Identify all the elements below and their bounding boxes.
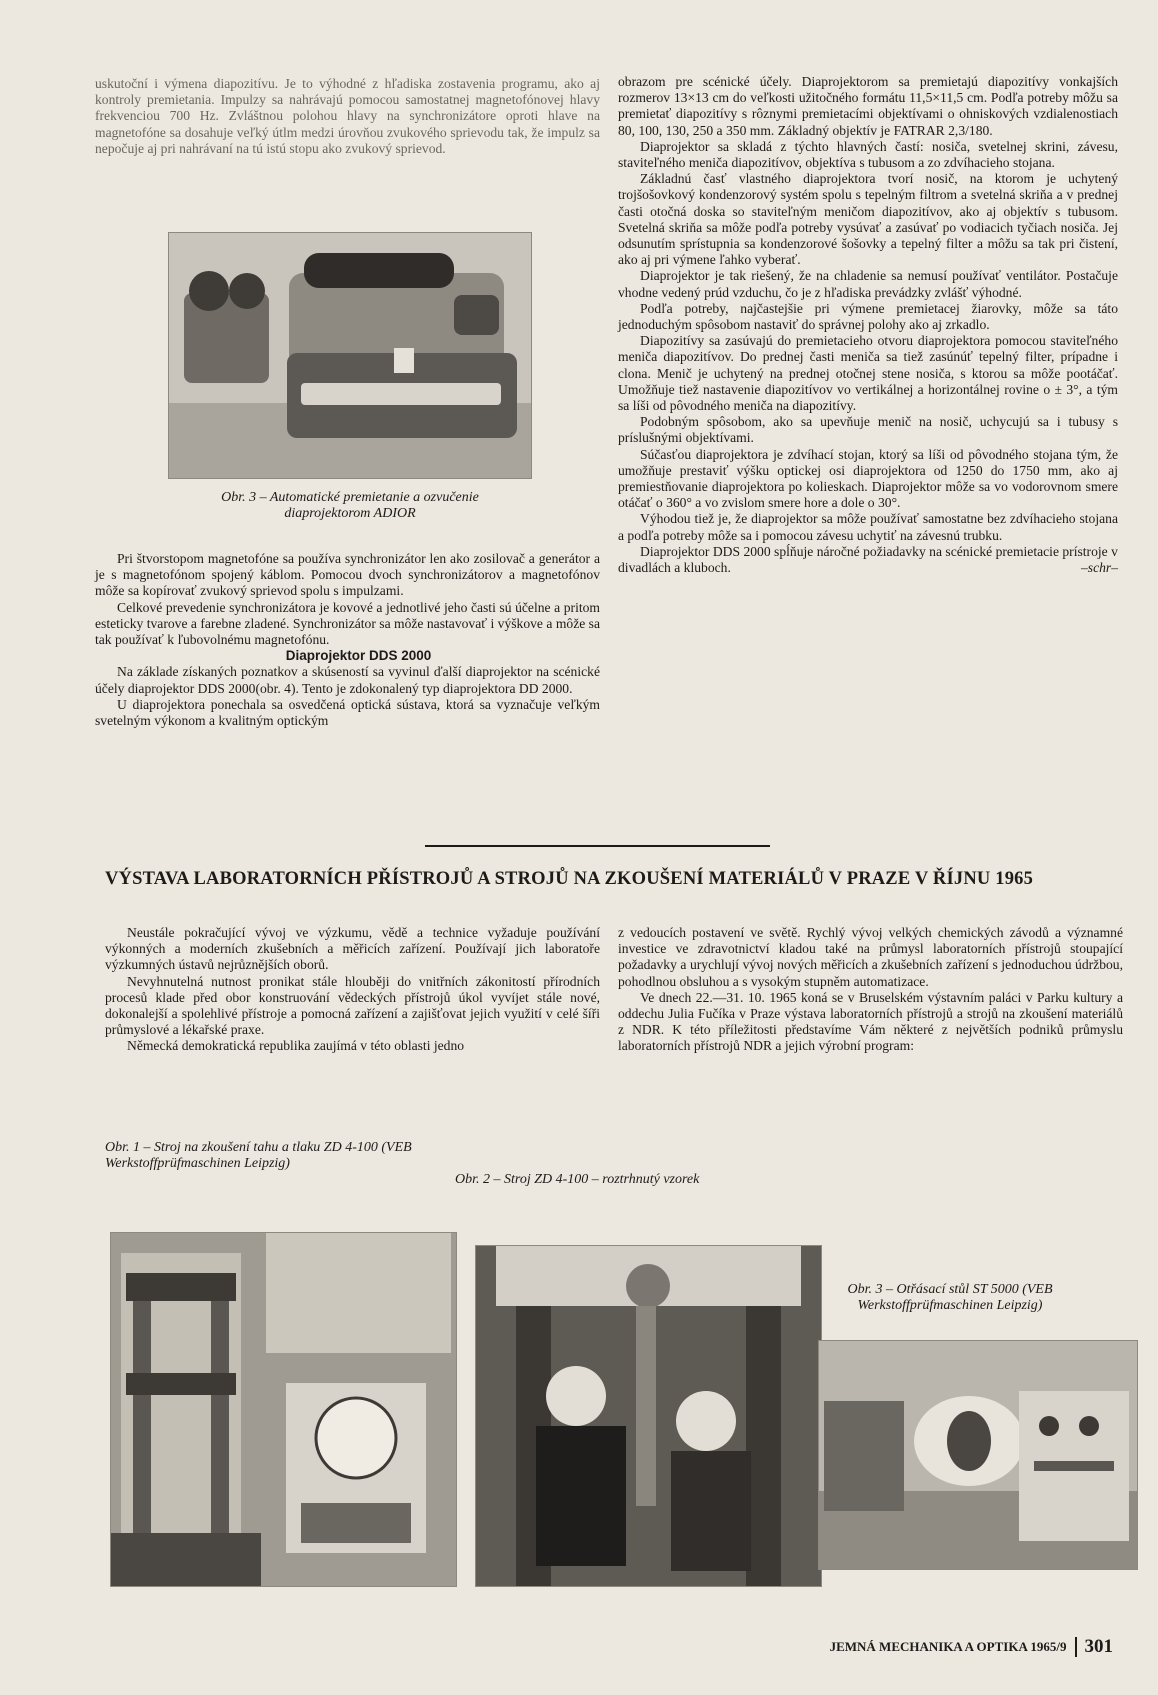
figure-3-caption-upper: Obr. 3 – Automatické premietanie a ozvučenie diaprojektorom ADIOR <box>221 490 479 521</box>
paragraph: Podobným spôsobom, ako sa upevňuje menič na nosič, uchycujú sa i tubusy s príslušnými objektívami. <box>618 414 1118 446</box>
page-footer <box>830 1636 1113 1658</box>
upper-left-column-continued <box>95 551 600 729</box>
paragraph: Diaprojektor je tak riešený, že na chladenie sa nemusí používať ventilátor. Postačuje vhodne vedený prúd vzduchu, čo je z hľadiska prevádzky zvlášť výhodné. <box>618 268 1118 300</box>
paragraph: Základnú časť vlastného diaprojektora tvorí nosič, na ktorom je uchytený trojšošovkový kondenzorový systém spolu s tepelným filtrom a svetelná skriňa a v prednej časti otočná doska so staviteľným meničom diapozitívov, ako aj objektív s tubusom. Svetelná skriňa sa môže podľa potreby vysúvať a zasúvať po vodiacich tyčiach nosiča. Jej odsunutím sprístupnia sa kondenzorové šošovky a tepelný filter a môžu sa tak pri čistení, ako aj pri výmene ľahko vyberať. <box>618 171 1118 268</box>
paragraph: uskutoční i výmena diapozitívu. Je to výhodné z hľadiska zostavenia programu, ako aj kontroly premietania. Impulzy sa nahrávajú pomocou samostatnej magnetofónovej hlavy frekvenciou 700 Hz. Zvláštnou polohou hlavy na synchronizátore oproti hlave na magnetofóne sa dosahuje veľký útlm medzi úrovňou zvukového sprievodu tak, že impulz sa nepočuje aj pri nahrávaní na tú istú stopu ako zvukový sprievod. <box>95 76 600 156</box>
article-headline: VÝSTAVA LABORATORNÍCH PŘÍSTROJŮ A STROJŮ NA ZKOUŠENÍ MATERIÁLŮ V PRAZE V ŘÍJNU 1965 <box>105 869 1034 889</box>
subheading-dds-2000: Diaprojektor DDS 2000 <box>285 648 432 664</box>
paragraph: obrazom pre scénické účely. Diaprojektorom sa premietajú diapozitívy vonkajších rozmerov 13×13 cm do veľkosti užitočného formátu 11,5×11,5 cm. Podľa potreby môžu sa premietať diapozitívy s rôznymi premietacími objektívami o ohniskových vzdialenostiach 80, 100, 130, 250 a 350 mm. Základný objektív je FATRAR 2,3/180. <box>618 74 1118 138</box>
paragraph: Nevyhnutelná nutnost pronikat stále hlouběji do vnitřních zákonitostí přírodních procesů klade před obor konstruování vědeckých přístrojů úkol vyvíjet stále nové, dokonalejší a spolehlivé přístroje a pomocná zařízení a zajišťovat jejich využití v celé šíři průmyslové a lékařské praxe. <box>105 973 600 1038</box>
figure-3-caption: Obr. 3 – Otřásací stůl ST 5000 (VEB Werkstoffprüfmaschinen Leipzig) <box>847 1282 1053 1313</box>
paragraph: Výhodou tiež je, že diaprojektor sa môže používať samostatne bez zdvíhacieho stojana a podľa potreby môže sa i pomocou závesu uchytiť na závesnú trubku. <box>618 511 1118 543</box>
figure-2-caption: Obr. 2 – Stroj ZD 4-100 – roztrhnutý vzorek <box>455 1172 700 1187</box>
page-number: 301 <box>1084 1636 1113 1657</box>
paragraph: Podľa potreby, najčastejšie pri výmene premietacej žiarovky, môže sa táto jednoduchým spôsobom nastaviť do správnej polohy ako aj zrkadlo. <box>618 300 1118 333</box>
adior-projector-photo <box>168 232 532 479</box>
paragraph: Na základe získaných poznatkov a skúseností sa vyvinul ďalší diaprojektor na scénické účely diaprojektor DDS 2000(obr. 4). Tento je zdokonalený typ diaprojektora DD 2000. <box>95 664 600 696</box>
paragraph: Celkové prevedenie synchronizátora je kovové a jednotlivé jeho časti sú účelne a pritom esteticky tvarove a farebne zladené. Synchronizátor sa môže nastavovať i výškove a môže sa tak používať k ľubovolnému magnetofónu. <box>95 599 600 648</box>
paragraph: Ve dnech 22.—31. 10. 1965 koná se v Bruselském výstavním paláci v Parku kultury a oddechu Julia Fučíka v Praze výstava laboratorních přístrojů a strojů na zkoušení materiálů z NDR. K této příležitosti představíme Vám některé z největších podniků průmyslu laboratorních přístrojů NDR a jejich výrobní program: <box>618 989 1123 1054</box>
journal-name: JEMNÁ MECHANIKA A OPTIKA 1965/9 <box>829 1639 1067 1654</box>
testing-machine-zd-4-100-photo <box>110 1232 457 1587</box>
section-divider <box>425 845 770 847</box>
paragraph: Německá demokratická republika zaujímá v této oblasti jedno <box>127 1038 465 1054</box>
upper-right-column <box>618 74 1118 576</box>
author-signature: –schr– <box>1080 560 1118 576</box>
paragraph-text: Diaprojektor DDS 2000 spĺňuje náročné požiadavky na scénické premietacie prístroje v divadlách a kluboch. <box>618 543 1118 576</box>
lower-right-column <box>618 925 1123 1055</box>
footer-separator <box>1075 1637 1077 1657</box>
paragraph: Súčasťou diaprojektora je zdvíhací stojan, ktorý sa líši od pôvodného stojana tým, že umožňuje prestaviť výšku optickej osi diaprojektora od 1250 do 1750 mm, ako aj premiestňovanie diaprojektora po kolieskach. Diaprojektor môže sa vo vodorovnom smere otáčať o 360° a vo zvislom smere hore a dole o 30°. <box>618 446 1118 511</box>
paragraph: z vedoucích postavení ve světě. Rychlý vývoj velkých chemických závodů a významné investice ve zdravotnictví kladou také na průmysl laboratorních přístrojů stoupající požadavky a urychlují vývoj nových měřicích a zkušebních zařízení s jednoduchou údržbou, pohodlnou obsluhou a s vysokým stupněm automatizace. <box>618 925 1123 989</box>
upper-left-column <box>95 76 600 157</box>
lower-left-column <box>105 925 600 1055</box>
paragraph: U diaprojektora ponechala sa osvedčená optická sústava, ktorá sa vyznačuje veľkým svetelným výkonom a kvalitným optickým <box>95 696 600 729</box>
figure-1-caption: Obr. 1 – Stroj na zkoušení tahu a tlaku ZD 4-100 (VEB Werkstoffprüfmaschinen Leipzig) <box>105 1140 412 1171</box>
testing-machine-operators-photo <box>475 1245 822 1587</box>
closing-paragraph <box>618 544 1118 576</box>
paragraph: Pri štvorstopom magnetofóne sa používa synchronizátor len ako zosilovač a generátor a je s magnetofónom spojený káblom. Pomocou dvoch synchronizátorov a magnetofónov môže sa kopírovať zvukový sprievod spolu s impulzami. <box>95 551 600 599</box>
paragraph: Neustále pokračující vývoj ve výzkumu, vědě a technice vyžaduje používání výkonných a moderních zkušebních a měřicích zařízení. Používají jich laboratoře výzkumných ústavů nejrůznějších oborů. <box>105 925 600 973</box>
shaking-table-st-5000-photo <box>818 1340 1138 1570</box>
paragraph: Diaprojektor sa skladá z týchto hlavných častí: nosiča, svetelnej skrini, závesu, staviteľného meniča diapozitívov, objektíva s tubusom a zo zdvíhacieho stojana. <box>618 138 1118 171</box>
paragraph: Diapozitívy sa zasúvajú do premietacieho otvoru diaprojektora pomocou staviteľného meniča diapozitívov. Do prednej časti meniča sa tiež zasúnúť tepelný filter, prípadne i clona. Menič je uchytený na prednej otočnej stene nosiča, s ktorou sa môže pootáčať. Umožňuje tiež nastavenie diapozitívov vo vertikálnej a horizontálnej rovine o ± 3°, a tým sa líši od pôvodného meniča na diapozitívy. <box>618 333 1118 414</box>
